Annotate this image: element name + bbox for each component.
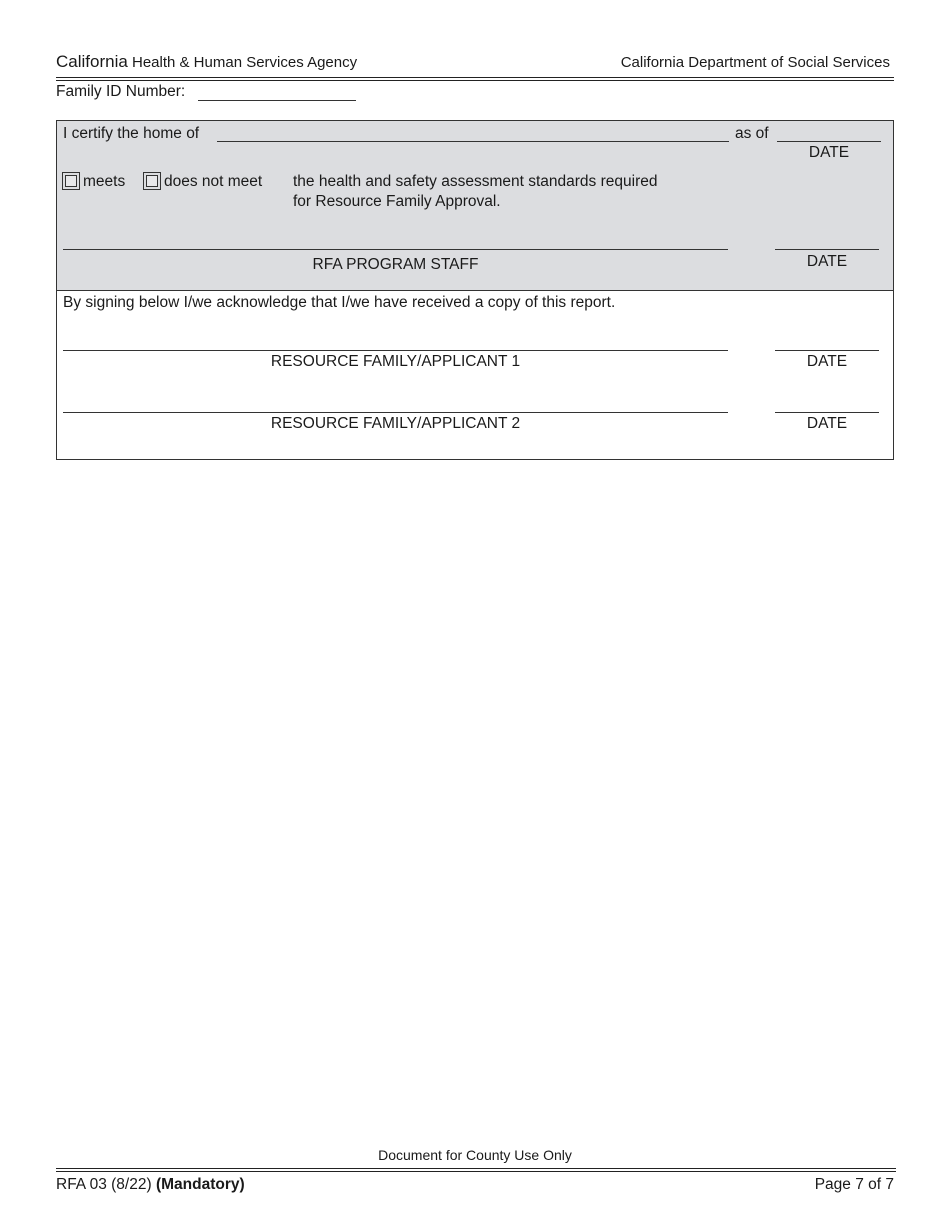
staff-signature-field[interactable] bbox=[63, 249, 728, 250]
form-id bbox=[56, 1176, 245, 1194]
header-rule-bottom bbox=[56, 80, 894, 81]
county-use-note: Document for County Use Only bbox=[378, 1147, 572, 1163]
header-rule-top bbox=[56, 77, 894, 78]
applicant2-signature-field[interactable] bbox=[63, 412, 728, 413]
agency-rest: Health & Human Services Agency bbox=[131, 54, 358, 71]
certify-date-label: DATE bbox=[808, 144, 850, 161]
footer-rule-top bbox=[56, 1168, 896, 1169]
department-name: California Department of Social Services bbox=[620, 54, 890, 71]
does-not-meet-checkbox[interactable] bbox=[143, 172, 161, 190]
certify-prefix: I certify the home of bbox=[63, 125, 200, 142]
applicant2-date-field[interactable] bbox=[775, 412, 879, 413]
applicant1-label: RESOURCE FAMILY/APPLICANT 1 bbox=[270, 353, 521, 370]
meets-checkbox[interactable] bbox=[62, 172, 80, 190]
applicant1-date-label: DATE bbox=[806, 353, 848, 370]
agency-state: California bbox=[56, 52, 128, 71]
family-id-label: Family ID Number: bbox=[56, 83, 186, 100]
staff-date-label: DATE bbox=[806, 253, 848, 270]
certify-date-field[interactable] bbox=[777, 141, 881, 142]
form-type: (Mandatory) bbox=[155, 1176, 245, 1193]
standards-text-line2: for Resource Family Approval. bbox=[293, 193, 501, 210]
family-id-field[interactable] bbox=[198, 86, 356, 101]
applicant2-label: RESOURCE FAMILY/APPLICANT 2 bbox=[270, 415, 521, 432]
family-id-row bbox=[56, 83, 356, 101]
home-name-field[interactable] bbox=[217, 141, 729, 142]
staff-label: RFA PROGRAM STAFF bbox=[312, 256, 479, 273]
applicant2-date-label: DATE bbox=[806, 415, 848, 432]
does-not-meet-label: does not meet bbox=[164, 173, 263, 190]
page-number: Page 7 of 7 bbox=[814, 1176, 894, 1193]
standards-text-line1: the health and safety assessment standards required bbox=[293, 173, 658, 190]
acknowledgement-text: By signing below I/we acknowledge that I/we have received a copy of this report. bbox=[63, 294, 616, 311]
acknowledgement-section bbox=[56, 290, 894, 460]
agency-name bbox=[56, 52, 357, 72]
staff-date-field[interactable] bbox=[775, 249, 879, 250]
form-number: RFA 03 (8/22) bbox=[56, 1176, 152, 1193]
footer-rule-bottom bbox=[56, 1171, 896, 1172]
certification-section bbox=[56, 120, 894, 291]
meets-label: meets bbox=[83, 173, 126, 190]
applicant1-date-field[interactable] bbox=[775, 350, 879, 351]
applicant1-signature-field[interactable] bbox=[63, 350, 728, 351]
as-of-label: as of bbox=[735, 125, 769, 142]
